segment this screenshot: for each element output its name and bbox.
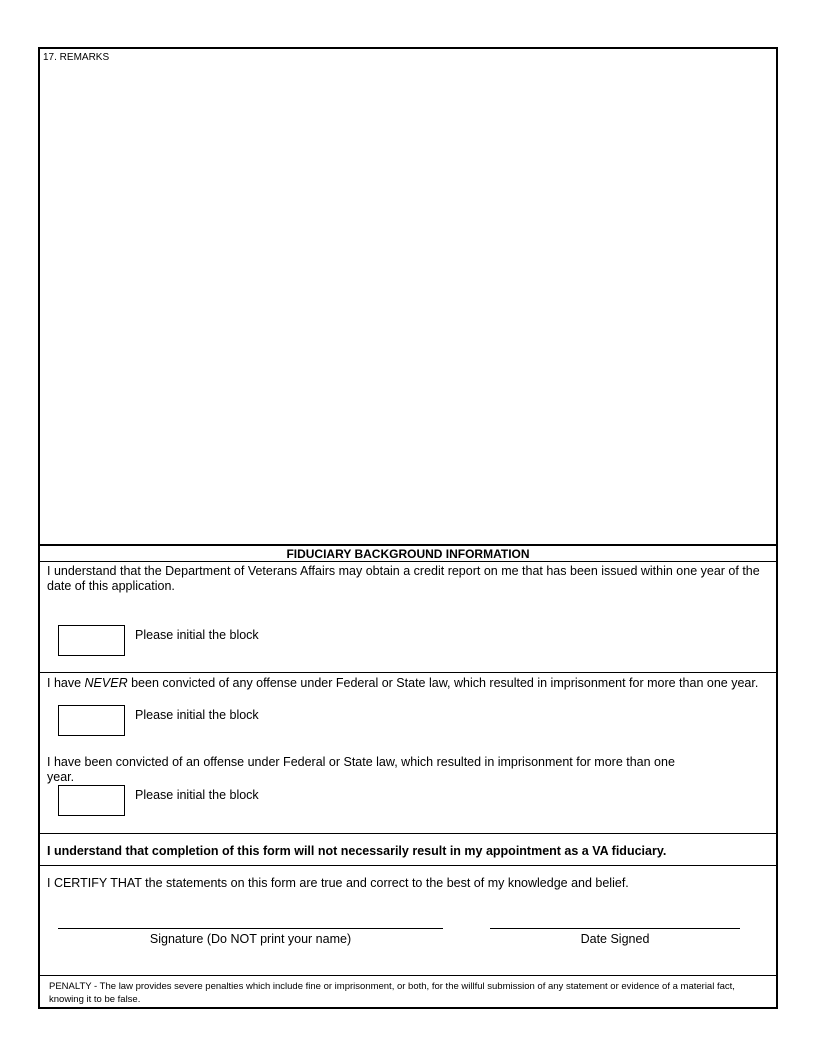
- certification-statement: I CERTIFY THAT the statements on this form are true and correct to the best of my knowledge and belief.: [47, 876, 629, 890]
- penalty-divider: [40, 975, 776, 976]
- appointment-divider: [40, 865, 776, 866]
- signature-caption: Signature (Do NOT print your name): [149, 932, 352, 946]
- convicted-initial-box[interactable]: [58, 785, 125, 816]
- appointment-statement: I understand that completion of this form will not necessarily result in my appointment as a VA fiduciary.: [47, 844, 667, 858]
- section-title: FIDUCIARY BACKGROUND INFORMATION: [286, 547, 530, 561]
- credit-divider: [40, 672, 776, 673]
- remarks-divider: [40, 544, 776, 546]
- never-word: NEVER: [84, 676, 128, 690]
- conviction-divider: [40, 833, 776, 834]
- signature-line[interactable]: [58, 928, 443, 929]
- convicted-statement: I have been convicted of an offense under Federal or State law, which resulted in imprisonment for more than one year.: [47, 755, 675, 784]
- convicted-initial-label: Please initial the block: [135, 788, 259, 802]
- remarks-field[interactable]: [40, 65, 776, 543]
- penalty-statement: PENALTY - The law provides severe penalties which include fine or imprisonment, or both, for the willful submission of any statement or evidence of a material fact, knowing it to be false.: [49, 981, 735, 1005]
- form-frame: [38, 47, 778, 1009]
- date-signed-caption: Date Signed: [580, 932, 650, 946]
- credit-report-statement: I understand that the Department of Veterans Affairs may obtain a credit report on me that has been issued within one year of the date of this application.: [47, 564, 760, 593]
- credit-initial-label: Please initial the block: [135, 628, 259, 642]
- never-convicted-initial-label: Please initial the block: [135, 708, 259, 722]
- never-convicted-statement: [47, 676, 772, 691]
- title-divider: [40, 561, 776, 562]
- date-signed-line[interactable]: [490, 928, 740, 929]
- remarks-label: 17. REMARKS: [43, 52, 110, 63]
- never-suffix: been convicted of any offense under Federal or State law, which resulted in imprisonment for more than one year.: [127, 676, 759, 690]
- never-prefix: I have: [47, 676, 85, 690]
- never-convicted-initial-box[interactable]: [58, 705, 125, 736]
- credit-initial-box[interactable]: [58, 625, 125, 656]
